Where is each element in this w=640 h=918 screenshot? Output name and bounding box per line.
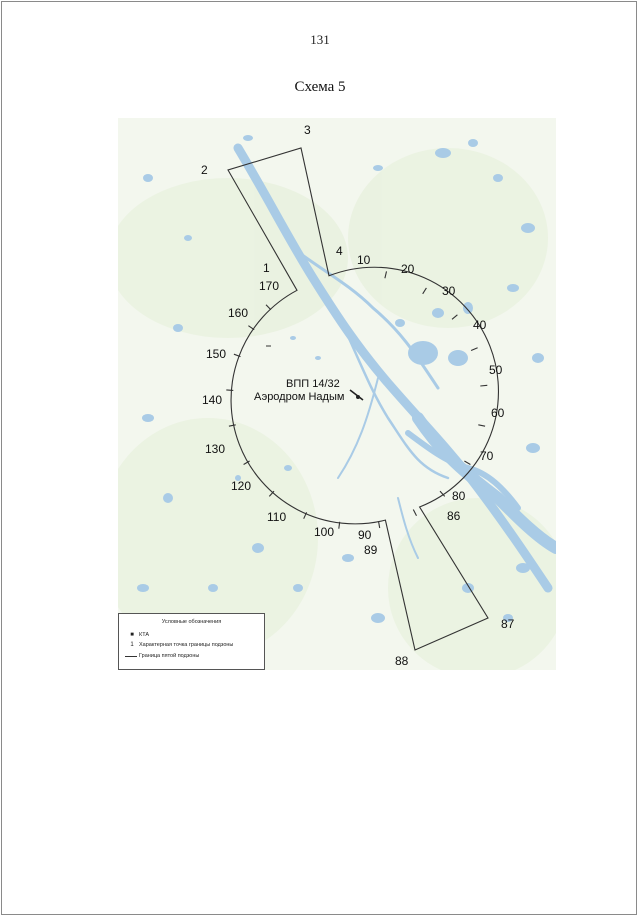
runway-label: ВПП 14/32 xyxy=(286,378,340,390)
map-legend xyxy=(118,613,265,670)
point-label-50: 50 xyxy=(489,363,503,377)
page-number: 131 xyxy=(310,32,330,47)
point-label-140: 140 xyxy=(202,393,223,407)
map-svg xyxy=(118,118,556,670)
point-label-86: 86 xyxy=(447,509,461,523)
point-label-40: 40 xyxy=(473,318,487,332)
kta-marker-icon: ■ xyxy=(130,632,134,638)
point-label-10: 10 xyxy=(357,253,371,267)
point-label-88: 88 xyxy=(395,654,409,668)
aerodrome-label: Аэродром Надым xyxy=(254,391,345,403)
point-label-3: 3 xyxy=(304,123,311,137)
point-label-70: 70 xyxy=(480,449,494,463)
boundary-tick xyxy=(480,385,487,386)
legend-item-kta xyxy=(125,632,149,638)
point-label-1: 1 xyxy=(263,261,270,275)
legend-title: Условные обозначения xyxy=(161,619,222,625)
boundary-line-icon xyxy=(125,656,137,657)
point-label-110: 110 xyxy=(267,510,287,524)
point-label-170: 170 xyxy=(259,279,280,293)
scheme-title: Схема 5 xyxy=(294,79,346,95)
map-area xyxy=(118,118,556,670)
point-label-87: 87 xyxy=(501,617,515,631)
point-label-90: 90 xyxy=(358,528,372,542)
point-label-100: 100 xyxy=(314,525,335,539)
point-label-160: 160 xyxy=(228,306,249,320)
legend-item-point xyxy=(125,642,233,648)
point-label-130: 130 xyxy=(205,442,226,456)
point-label-2: 2 xyxy=(201,163,208,177)
point-label-30: 30 xyxy=(442,284,456,298)
point-label-4: 4 xyxy=(336,244,343,258)
point-label-89: 89 xyxy=(364,543,378,557)
point-label-20: 20 xyxy=(401,262,415,276)
legend-item-text: КТА xyxy=(139,632,150,638)
point-label-80: 80 xyxy=(452,489,466,503)
point-label-150: 150 xyxy=(206,347,227,361)
legend-item-boundary xyxy=(125,653,199,659)
legend-item-text: Характерная точка границы подзоны xyxy=(139,642,234,648)
point-label-120: 120 xyxy=(231,479,252,493)
point-label-60: 60 xyxy=(491,406,505,420)
legend-item-text: Граница пятой подзоны xyxy=(139,653,200,659)
point-number-icon: 1 xyxy=(130,642,134,648)
boundary-tick xyxy=(226,390,233,391)
